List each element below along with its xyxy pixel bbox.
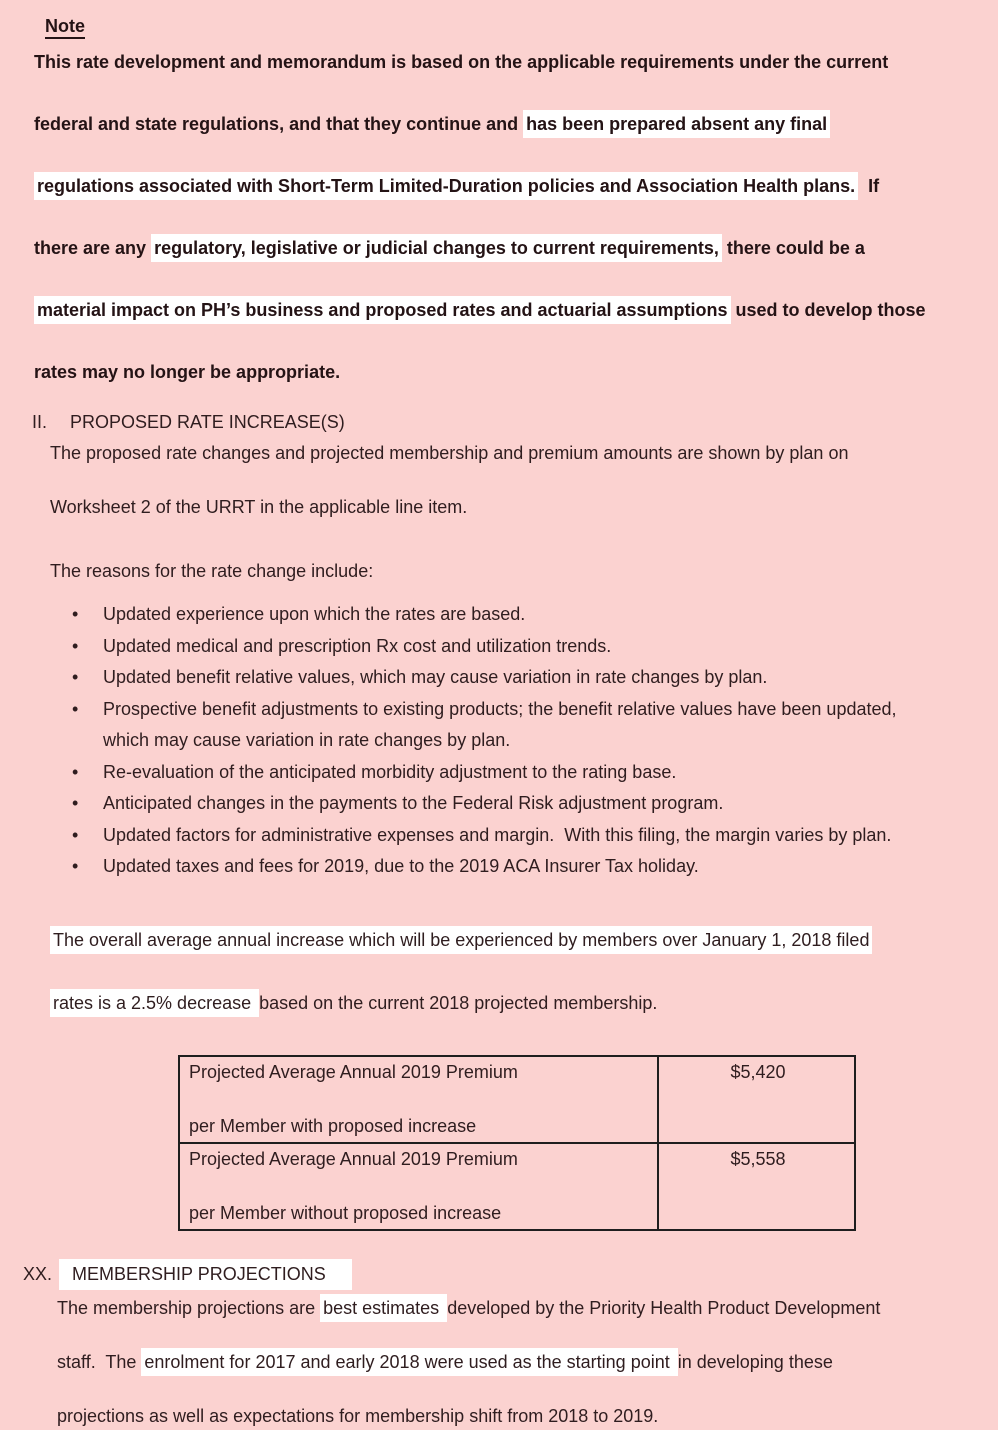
overall-increase-paragraph	[50, 925, 970, 1020]
highlighted-text-segment: material impact on PH’s business and proposed rates and actuarial assumptions	[34, 296, 731, 324]
highlighted-text-segment: rates is a 2.5% decrease	[50, 989, 259, 1017]
premium-with-increase-value: $5,420	[658, 1056, 855, 1143]
list-item: • Updated taxes and fees for 2019, due to the 2019 ACA Insurer Tax holiday.	[72, 851, 932, 883]
section-ii-intro	[50, 440, 970, 521]
text-segment: based on the current 2018 projected membership.	[259, 992, 658, 1013]
list-item: • Updated benefit relative values, which may cause variation in rate changes by plan.	[72, 662, 932, 694]
text-segment: Projected Average Annual 2019 Premium	[189, 1149, 518, 1169]
text-segment: developed by the Priority Health Product Development	[447, 1298, 881, 1318]
rate-change-reasons-list	[72, 599, 932, 883]
text-segment: This rate development and memorandum is based on the applicable requirements under the current	[34, 52, 889, 72]
text-segment: If	[858, 176, 880, 196]
list-item: • Prospective benefit adjustments to existing products; the benefit relative values have been updated, which may cause variation in rate changes by plan.	[72, 694, 932, 757]
text-segment: used to develop those	[730, 300, 926, 320]
highlighted-text-segment: enrolment for 2017 and early 2018 were used as the starting point	[141, 1348, 677, 1376]
table-row	[179, 1143, 855, 1230]
text-segment: The membership projections are	[57, 1298, 321, 1318]
membership-paragraph	[57, 1295, 970, 1430]
list-item: • Updated experience upon which the rates are based.	[72, 599, 932, 631]
section-xx-number: XX.	[23, 1264, 53, 1284]
list-item: • Anticipated changes in the payments to the Federal Risk adjustment program.	[72, 788, 932, 820]
section-ii-title: PROPOSED RATE INCREASE(S)	[70, 412, 345, 432]
reasons-label: The reasons for the rate change include:	[50, 561, 374, 581]
text-segment: rates may no longer be appropriate.	[34, 362, 341, 382]
section-xx-heading	[23, 1264, 970, 1285]
highlighted-text-segment: The overall average annual increase which will be experienced by members over January 1, 2018 filed	[50, 926, 872, 954]
section-ii-heading	[30, 412, 970, 433]
text-segment: there are any	[34, 238, 152, 258]
text-segment: Projected Average Annual 2019 Premium	[189, 1062, 518, 1082]
note-heading	[45, 16, 970, 37]
text-segment: Worksheet 2 of the URRT in the applicable line item.	[50, 497, 468, 517]
section-ii-number: II.	[32, 412, 48, 432]
section-xx-title: MEMBERSHIP PROJECTIONS	[59, 1259, 352, 1290]
list-item: • Updated medical and prescription Rx cost and utilization trends.	[72, 631, 932, 663]
premium-table	[178, 1055, 856, 1231]
text-segment: per Member without proposed increase	[189, 1203, 502, 1223]
highlighted-text-segment: has been prepared absent any final	[523, 110, 830, 138]
text-segment: projections as well as expectations for membership shift from 2018 to 2019.	[57, 1406, 659, 1426]
text-segment: in developing these	[677, 1352, 833, 1372]
text-segment: The proposed rate changes and projected membership and premium amounts are shown by plan on	[50, 443, 849, 463]
text-segment: federal and state regulations, and that they continue and	[34, 114, 524, 134]
premium-with-increase-label	[179, 1056, 658, 1143]
premium-without-increase-value: $5,558	[658, 1143, 855, 1230]
note-paragraph	[34, 47, 970, 388]
premium-without-increase-label	[179, 1143, 658, 1230]
text-segment: staff. The	[57, 1352, 142, 1372]
text-segment: there could be a	[721, 238, 865, 258]
highlighted-text-segment: regulatory, legislative or judicial changes to current requirements,	[151, 234, 722, 262]
text-segment: per Member with proposed increase	[189, 1116, 477, 1136]
table-row	[179, 1056, 855, 1143]
list-item: • Re-evaluation of the anticipated morbidity adjustment to the rating base.	[72, 757, 932, 789]
note-heading-text: Note	[45, 16, 85, 39]
list-item: • Updated factors for administrative expenses and margin. With this filing, the margin varies by plan.	[72, 820, 932, 852]
highlighted-text-segment: regulations associated with Short-Term Limited-Duration policies and Association Health plans.	[34, 172, 858, 200]
highlighted-text-segment: best estimates	[320, 1294, 447, 1322]
